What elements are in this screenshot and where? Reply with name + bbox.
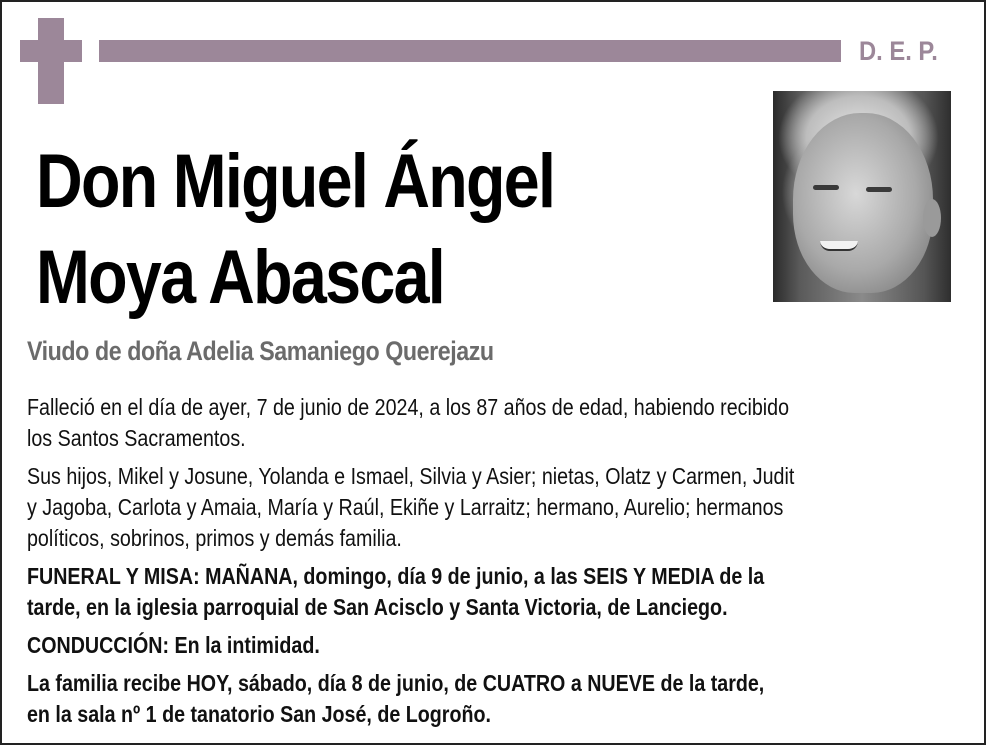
text-line: Falleció en el día de ayer, 7 de junio de 2024, a los 87 años de edad, habiendo recibido [27, 394, 790, 420]
portrait-eye-right [866, 187, 892, 192]
portrait-photo [773, 91, 951, 302]
text-line: CONDUCCIÓN: En la intimidad. [27, 632, 320, 658]
paragraph-family [27, 461, 959, 554]
dep-label: D. E. P. [859, 36, 938, 66]
text-line: Sus hijos, Mikel y Josune, Yolanda e Ismael, Silvia y Asier; nietas, Olatz y Carmen, Judit [27, 463, 795, 489]
deceased-name-line-1: Don Miguel Ángel [36, 139, 555, 224]
paragraph-death-announcement [27, 392, 959, 454]
header-rule [99, 40, 841, 62]
text-line: FUNERAL Y MISA: MAÑANA, domingo, día 9 de junio, a las SEIS Y MEDIA de la [27, 563, 765, 589]
text-line: los Santos Sacramentos. [27, 425, 246, 451]
text-line: La familia recibe HOY, sábado, día 8 de junio, de CUATRO a NUEVE de la tarde, [27, 670, 765, 696]
text-line: y Jagoba, Carlota y Amaia, María y Raúl, Ekiñe y Larraitz; hermano, Aurelio; hermanos [27, 494, 784, 520]
text-line: políticos, sobrinos, primos y demás familia. [27, 525, 402, 551]
portrait-face [793, 113, 933, 293]
deceased-name-line-2: Moya Abascal [36, 235, 445, 320]
text-line: tarde, en la iglesia parroquial de San Acisclo y Santa Victoria, de Lanciego. [27, 594, 728, 620]
portrait-eye-left [813, 185, 839, 190]
notice-body [27, 392, 959, 737]
paragraph-family-receives [27, 668, 959, 730]
paragraph-funeral [27, 561, 959, 623]
widower-subtitle: Viudo de doña Adelia Samaniego Querejazu [27, 336, 494, 366]
text-line: en la sala nº 1 de tanatorio San José, de Logroño. [27, 701, 491, 727]
cross-icon-crossbar [20, 40, 82, 62]
portrait-ear [923, 199, 941, 237]
portrait-mouth [820, 241, 858, 251]
paragraph-conduction [27, 630, 959, 661]
deceased-name [36, 134, 554, 326]
